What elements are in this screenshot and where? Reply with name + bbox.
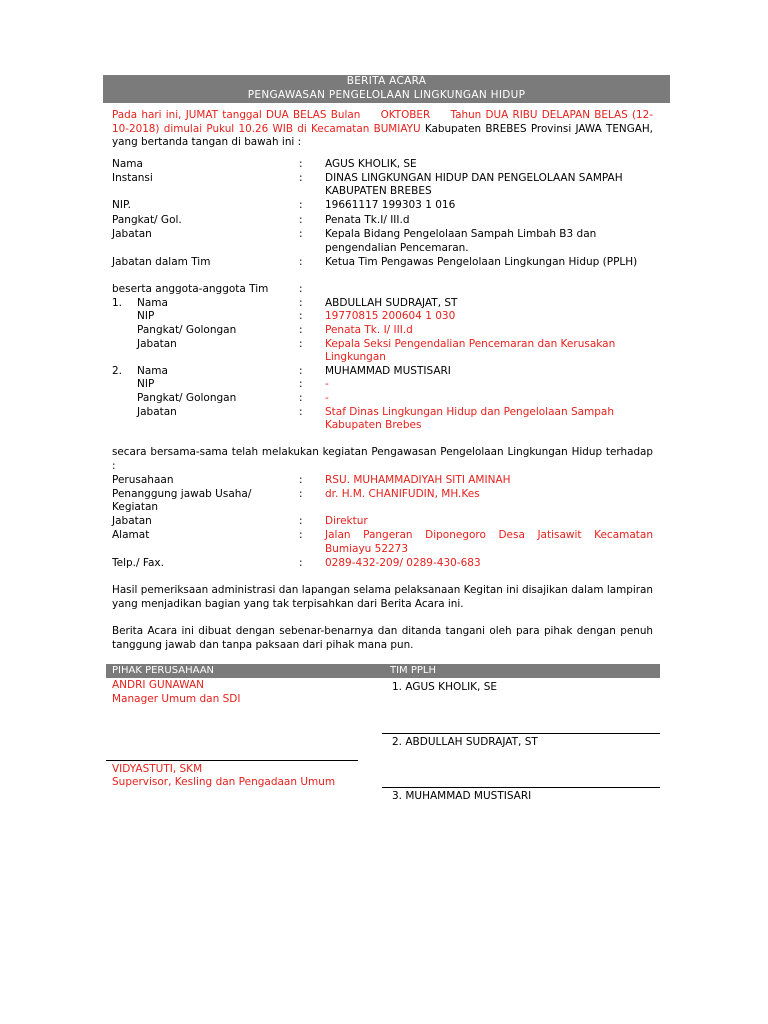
label-nip: NIP. (112, 199, 131, 211)
value-jabatan-line2: pengendalian Pencemaran. (325, 242, 469, 254)
colon: : (299, 365, 303, 377)
signer-left-1-title: Manager Umum dan SDI (112, 693, 241, 705)
colon: : (299, 310, 303, 322)
label-jabatan-perusahaan: Jabatan (112, 515, 152, 527)
intro-province: Kabupaten BREBES Provinsi JAWA TENGAH, yang bertanda tangan di bawah ini : (112, 122, 653, 148)
value-jabatan-tim: Ketua Tim Pengawas Pengelolaan Lingkungan Hidup (PPLH) (325, 256, 638, 268)
colon: : (299, 158, 303, 170)
member-2-number: 2. (112, 365, 123, 377)
colon: : (299, 515, 303, 527)
label-alamat: Alamat (112, 529, 150, 541)
colon: : (299, 378, 303, 390)
signature-table-header (106, 664, 660, 678)
colon: : (299, 338, 303, 350)
document-header (103, 75, 670, 103)
signature-line-right-2 (382, 787, 660, 788)
colon: : (299, 297, 303, 309)
closing-paragraph-2: Berita Acara ini dibuat dengan sebenar-benarnya dan ditanda tangani oleh para pihak dengan penuh tanggung jawab dan tanpa paksaan dari pihak mana pun. (112, 625, 653, 651)
colon: : (299, 172, 303, 184)
intro-date-text: Pada hari ini, JUMAT tanggal DUA BELAS Bulan (112, 109, 361, 121)
value-jabatan-perusahaan: Direktur (325, 515, 368, 527)
colon: : (299, 406, 303, 418)
signer-left-2-title: Supervisor, Kesling dan Pengadaan Umum (112, 776, 336, 788)
member-2-pangkat: - (325, 392, 329, 404)
member-1-jabatan-label: Jabatan (137, 338, 177, 350)
label-instansi: Instansi (112, 172, 153, 184)
value-instansi-line2: KABUPATEN BREBES (325, 185, 432, 197)
member-1-jabatan-line1: Kepala Seksi Pengendalian Pencemaran dan Kerusakan (325, 338, 616, 350)
member-2-nama-label: Nama (137, 365, 168, 377)
closing-paragraph-1: Hasil pemeriksaan administrasi dan lapangan selama pelaksanaan Kegitan ini disajikan dalam lampiran yang menjadikan bagian yang tak terpisahkan dari Berita Acara ini. (112, 584, 653, 610)
member-1-nama: ABDULLAH SUDRAJAT, ST (325, 297, 458, 309)
signer-left-1-name: ANDRI GUNAWAN (112, 679, 204, 691)
label-pangkat: Pangkat/ Gol. (112, 214, 182, 226)
member-2-jabatan-label: Jabatan (137, 406, 177, 418)
member-2-nama: MUHAMMAD MUSTISARI (325, 365, 451, 377)
colon: : (299, 529, 303, 541)
member-1-pangkat-label: Pangkat/ Golongan (137, 324, 237, 336)
label-telp: Telp./ Fax. (112, 557, 164, 569)
member-1-pangkat: Penata Tk. I/ III.d (325, 324, 413, 336)
value-instansi-line1: DINAS LINGKUNGAN HIDUP DAN PENGELOLAAN SAMPAH (325, 172, 623, 184)
intro-month: OKTOBER (380, 109, 431, 121)
colon: : (299, 324, 303, 336)
colon: : (299, 256, 303, 268)
intro-year-location: Tahun DUA RIBU DELAPAN BELAS (12-10-2018) dimulai Pukul 10.26 WIB di Kecamatan BUMIAYU (112, 109, 653, 135)
value-alamat: Jalan Pangeran Diponegoro Desa Jatisawit Kecamatan Bumiayu 52273 (325, 529, 653, 555)
label-nama: Nama (112, 158, 143, 170)
member-2-jabatan-line2: Kabupaten Brebes (325, 419, 422, 431)
value-penanggung-jawab: dr. H.M. CHANIFUDIN, MH.Kes (325, 488, 480, 500)
member-2-jabatan-line1: Staf Dinas Lingkungan Hidup dan Pengelolaan Sampah (325, 406, 615, 418)
member-1-nip: 19770815 200604 1 030 (325, 310, 456, 322)
colon: : (299, 474, 303, 486)
signature-line-right-1 (382, 733, 660, 734)
label-perusahaan: Perusahaan (112, 474, 174, 486)
member-2-pangkat-label: Pangkat/ Golongan (137, 392, 237, 404)
colon: : (299, 488, 303, 500)
document-title: BERITA ACARA (346, 75, 427, 87)
value-jabatan-line1: Kepala Bidang Pengelolaan Sampah Limbah B3 dan (325, 228, 597, 240)
colon: : (299, 392, 303, 404)
member-2-nip-label: NIP (137, 378, 155, 390)
value-telp: 0289-432-209/ 0289-430-683 (325, 557, 481, 569)
signer-right-2: 2. ABDULLAH SUDRAJAT, ST (392, 736, 538, 748)
value-nama: AGUS KHOLIK, SE (325, 158, 417, 170)
header-tim-pplh: TIM PPLH (390, 665, 437, 676)
signature-line-left-1 (106, 760, 358, 761)
colon: : (299, 214, 303, 226)
value-pangkat: Penata Tk.I/ III.d (325, 214, 410, 226)
member-1-nama-label: Nama (137, 297, 168, 309)
activity-text: secara bersama-sama telah melakukan kegiatan Pengawasan Pengelolaan Lingkungan Hidup terhadap : (112, 446, 653, 472)
label-jabatan: Jabatan (112, 228, 152, 240)
member-1-jabatan-line2: Lingkungan (325, 351, 386, 363)
value-nip: 19661117 199303 1 016 (325, 199, 456, 211)
member-2-nip: - (325, 378, 329, 390)
member-1-nip-label: NIP (137, 310, 155, 322)
label-penanggung-jawab-line2: Kegiatan (112, 501, 159, 513)
label-jabatan-tim: Jabatan dalam Tim (112, 256, 211, 268)
signer-right-3: 3. MUHAMMAD MUSTISARI (392, 790, 532, 802)
value-perusahaan: RSU. MUHAMMADIYAH SITI AMINAH (325, 474, 511, 486)
signer-right-1: 1. AGUS KHOLIK, SE (392, 681, 498, 693)
document-subtitle: PENGAWASAN PENGELOLAAN LINGKUNGAN HIDUP (247, 88, 526, 101)
intro-paragraph (112, 109, 653, 150)
colon: : (299, 283, 303, 295)
member-1-number: 1. (112, 297, 123, 309)
label-penanggung-jawab-line1: Penanggung jawab Usaha/ (112, 488, 252, 500)
colon: : (299, 199, 303, 211)
header-pihak-perusahaan: PIHAK PERUSAHAAN (112, 665, 215, 676)
colon: : (299, 557, 303, 569)
colon: : (299, 228, 303, 240)
members-title: beserta anggota-anggota Tim (112, 283, 269, 295)
signer-left-2-name: VIDYASTUTI, SKM (112, 763, 203, 775)
